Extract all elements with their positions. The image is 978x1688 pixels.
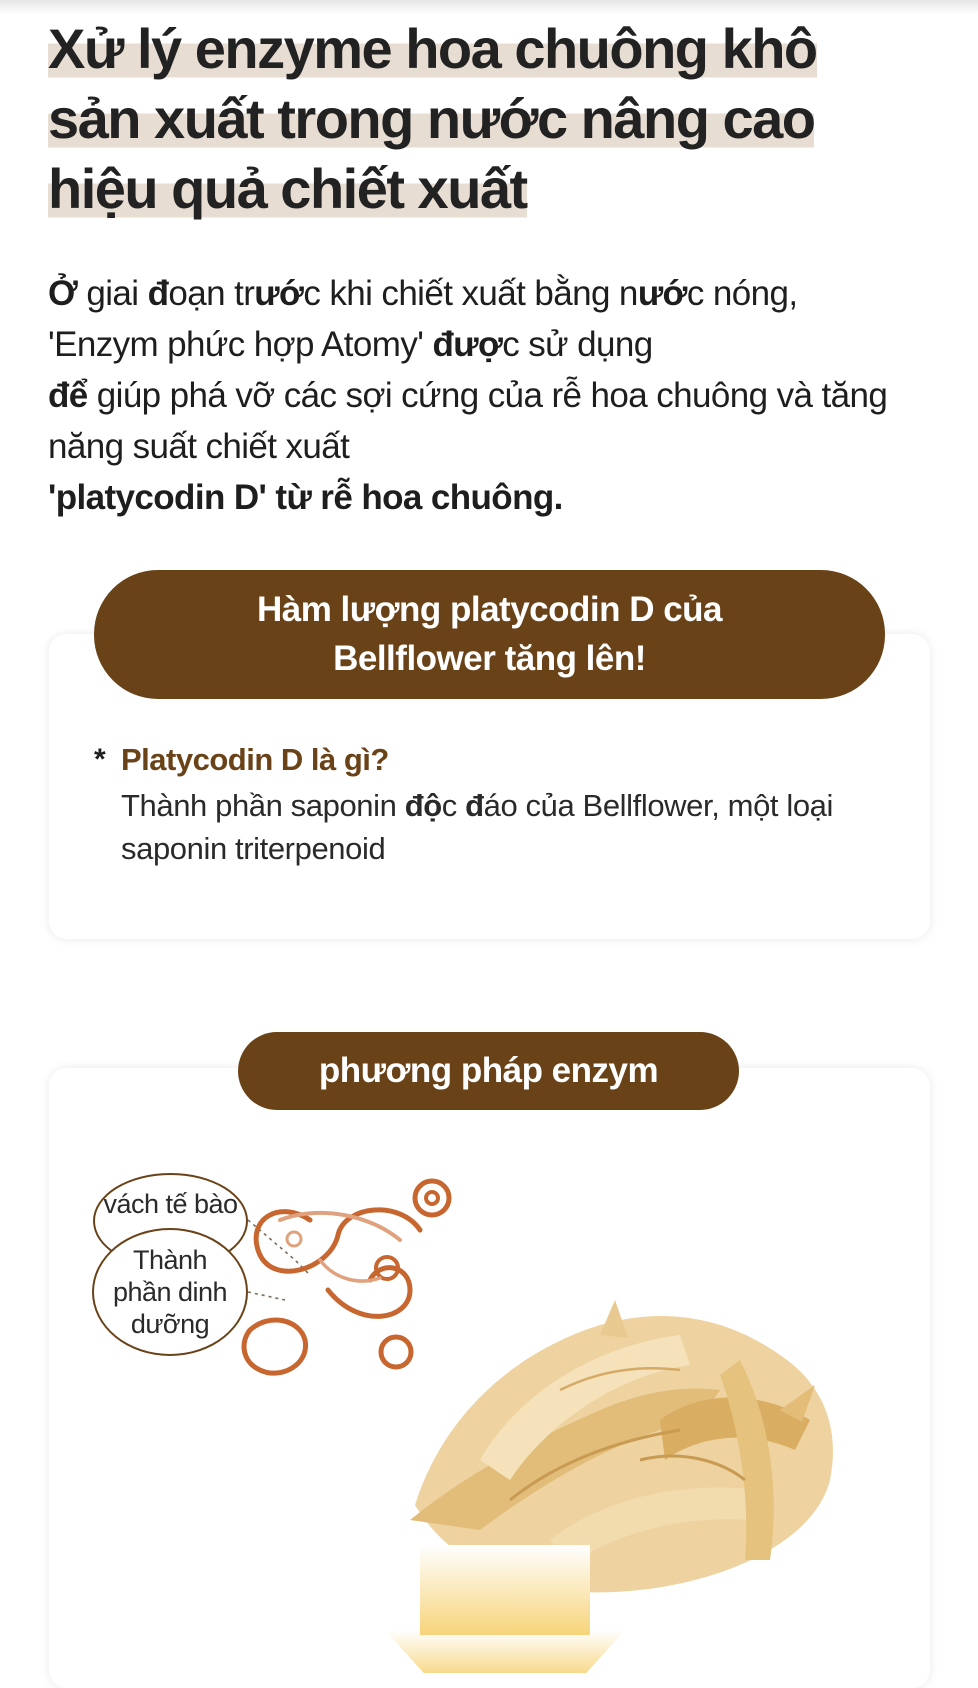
- platycodin-badge-line-1: Hàm lượng platycodin D của: [256, 590, 723, 629]
- nutrient-bubble-line-1: Thành: [132, 1245, 208, 1275]
- ring-small: [287, 1232, 301, 1246]
- note-body: Thành phần saponin độc đáo của Bellflower, một loại saponin triterpenoid: [121, 788, 833, 866]
- title-line-1: Xử lý enzyme hoa chuông khô: [48, 17, 817, 80]
- nutrient-bubble: [92, 1228, 248, 1356]
- enzyme-swirl-icons: [244, 1181, 449, 1373]
- nutrient-bubble-line-2: phần dinh: [112, 1277, 228, 1307]
- top-shadow: [0, 0, 978, 14]
- ring-top: [415, 1181, 449, 1215]
- title-line-2: sản xuất trong nước nâng cao: [48, 87, 815, 150]
- nutrient-bubble-line-3: dưỡng: [130, 1309, 210, 1339]
- enzyme-method-badge: phương pháp enzym: [238, 1032, 739, 1110]
- asterisk-icon: *: [94, 743, 106, 776]
- platycodin-badge: [94, 570, 885, 699]
- ring-lower: [381, 1337, 411, 1367]
- intro-line-3: để giúp phá vỡ các sợi cứng của rễ hoa chuông và tăng: [48, 376, 888, 415]
- title-line-3: hiệu quả chiết xuất: [48, 157, 527, 220]
- cell-wall-bubble: vách tế bào: [93, 1173, 248, 1269]
- blob: [244, 1320, 306, 1373]
- leader-line-nutrient: [248, 1292, 285, 1300]
- enzyme-diagram: [80, 1160, 880, 1673]
- intro-line-1: Ở giai đoạn trước khi chiết xuất bằng nước nóng,: [48, 274, 798, 313]
- intro-line-2: 'Enzym phức hợp Atomy' được sử dụng: [48, 325, 653, 364]
- platycodin-badge-line-2: Bellflower tăng lên!: [333, 639, 646, 678]
- intro-paragraph: [48, 268, 948, 523]
- page-title: [48, 14, 928, 224]
- down-arrow-icon: [385, 1630, 625, 1673]
- intro-line-5: 'platycodin D' từ rễ hoa chuông.: [48, 478, 563, 517]
- intro-line-4: năng suất chiết xuất: [48, 427, 350, 466]
- down-arrow-shaft: [420, 1545, 590, 1635]
- note-title: Platycodin D là gì?: [121, 742, 389, 777]
